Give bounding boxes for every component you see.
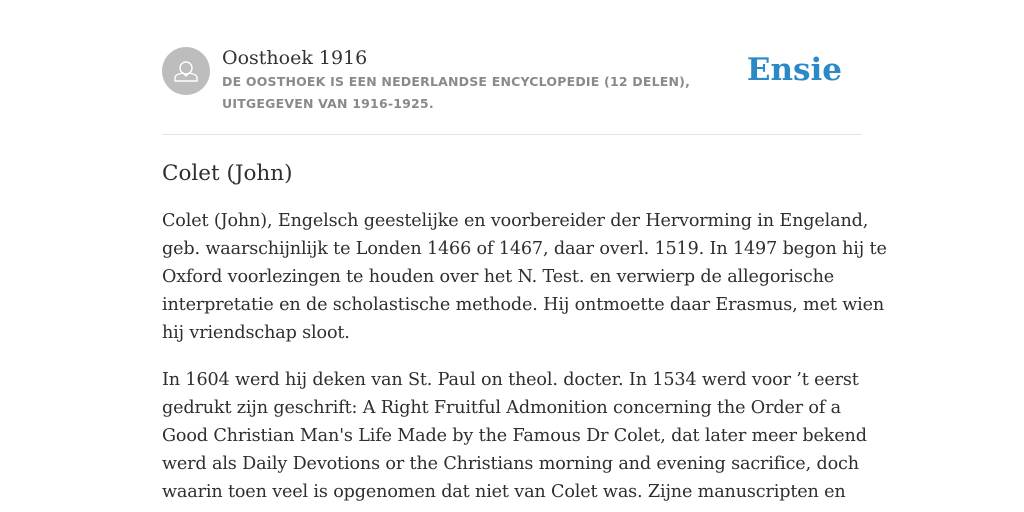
article-paragraph (162, 366, 867, 506)
paragraph-line: Oxford voorlezingen te houden over het N. Test. en verwierp de allegorische (162, 267, 835, 287)
ensie-logo[interactable]: Ensie (746, 52, 842, 88)
header-divider (162, 134, 862, 135)
paragraph-line: gedrukt zijn geschrift: A Right Fruitful Admonition concerning the Order of a (162, 398, 842, 418)
article-paragraph (162, 207, 887, 347)
paragraph-line: hij vriendschap sloot. (162, 323, 350, 343)
source-description: DE OOSTHOEK IS EEN NEDERLANDSE ENCYCLOPEDIE (12 DELEN), UITGEGEVEN VAN 1916-1925. (222, 74, 691, 111)
paragraph-line: waarin toen veel is opgenomen dat niet van Colet was. Zijne manuscripten en (162, 482, 846, 502)
source-title[interactable]: Oosthoek 1916 (222, 47, 368, 69)
paragraph-line: werd als Daily Devotions or the Christians morning and evening sacrifice, doch (162, 454, 859, 474)
source-header (162, 44, 862, 118)
article-title: Colet (John) (162, 161, 293, 186)
paragraph-line: interpretatie en de scholastische methode. Hij ontmoette daar Erasmus, met wien (162, 295, 885, 315)
user-outline-icon (162, 47, 210, 95)
paragraph-line: Good Christian Man's Life Made by the Famous Dr Colet, dat later meer bekend (162, 426, 867, 446)
paragraph-line: In 1604 werd hij deken van St. Paul on theol. docter. In 1534 werd voor ’t eerst (162, 370, 859, 390)
paragraph-line: geb. waarschijnlijk te Londen 1466 of 1467, daar overl. 1519. In 1497 begon hij te (162, 239, 887, 259)
paragraph-line: Colet (John), Engelsch geestelijke en voorbereider der Hervorming in Engeland, (162, 211, 869, 231)
user-avatar-icon[interactable] (162, 47, 210, 95)
article (162, 157, 887, 512)
